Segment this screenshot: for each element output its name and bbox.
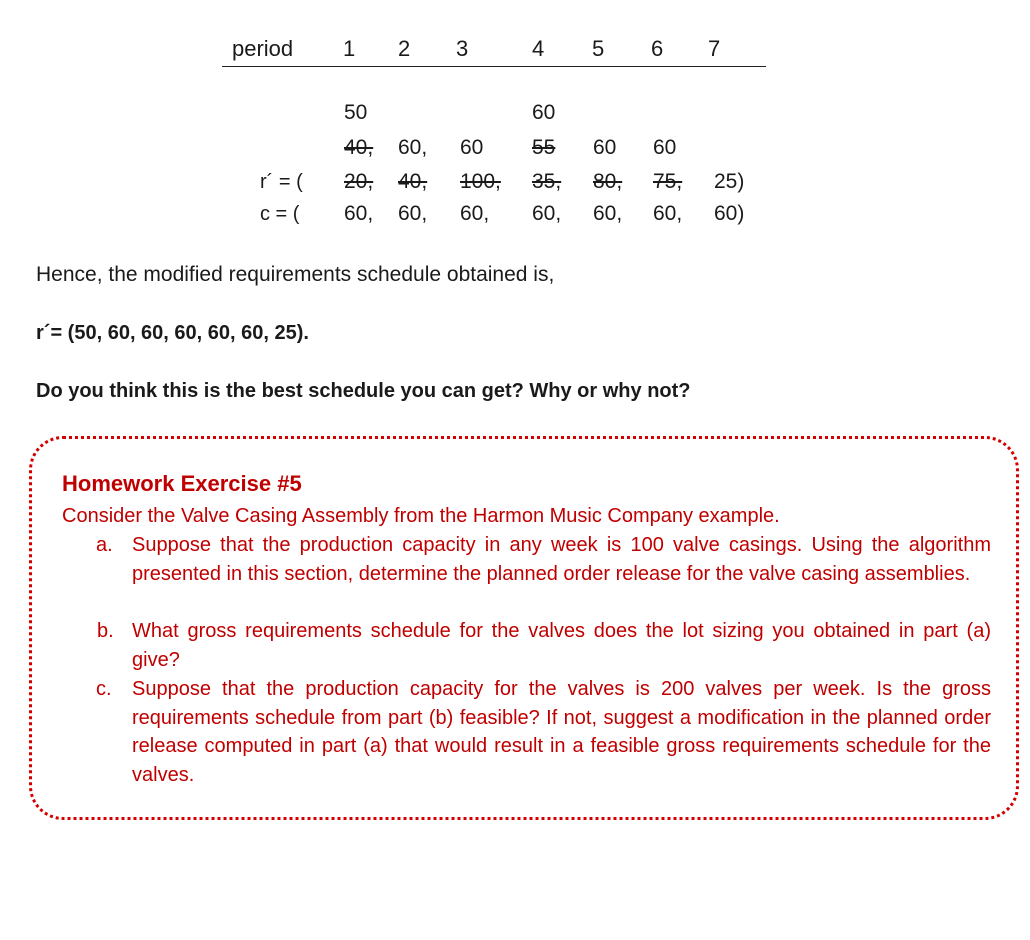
c-value-2: 60, (398, 202, 428, 225)
period-5: 5 (592, 36, 605, 61)
cell-row2-p4: 55 (532, 136, 556, 159)
r-value-7: 25) (714, 170, 745, 193)
item-marker: a. (96, 534, 113, 556)
period-2: 2 (398, 36, 411, 61)
cell-row2-p1 (344, 136, 373, 160)
item-text: Suppose that the production capacity for the valves is 200 valves per week. Is the gross requirements schedule from part (b) feasible? If not, suggest a modification in the planned order release computed in part (a) that would result in a feasible gross requirements schedule for the valves. (132, 678, 991, 786)
c-value-6: 60, (653, 202, 683, 225)
cell-row2-p2: 60, (398, 136, 428, 159)
cell-row2-p3: 60 (460, 136, 484, 159)
c-value-4: 60, (532, 202, 562, 225)
period-4: 4 (532, 36, 545, 61)
r-value-3: 100, (460, 170, 501, 193)
homework-item-c (96, 675, 991, 789)
r-value-6: 75, (653, 170, 683, 193)
cell-row2-p5: 60 (593, 136, 617, 159)
homework-title: Homework Exercise #5 (62, 471, 302, 496)
homework-item-b (96, 617, 991, 674)
period-label: period (232, 36, 294, 61)
item-marker: c. (96, 678, 112, 700)
period-1: 1 (343, 36, 356, 61)
homework-item-a (96, 531, 991, 588)
period-7: 7 (708, 36, 721, 61)
r-result-text: r´= (50, 60, 60, 60, 60, 60, 25). (36, 322, 309, 344)
c-label: c = ( (260, 203, 300, 225)
r-value-2: 40, (398, 170, 428, 193)
cell-row2-p1-num: 40, (344, 136, 374, 159)
item-text: What gross requirements schedule for the valves does the lot sizing you obtained in part (a) give? (132, 620, 991, 671)
cell-row2-p6: 60 (653, 136, 677, 159)
item-marker: b. (97, 620, 114, 642)
period-3: 3 (456, 36, 469, 61)
period-6: 6 (651, 36, 664, 61)
c-value-5: 60, (593, 202, 623, 225)
c-value-1: 60, (344, 202, 374, 225)
r-value-4: 35, (532, 170, 562, 193)
question-text: Do you think this is the best schedule you can get? Why or why not? (36, 380, 691, 402)
hence-text: Hence, the modified requirements schedule obtained is, (36, 263, 555, 286)
cell-row1-p1: 50 (344, 101, 368, 124)
r-value-5: 80, (593, 170, 623, 193)
header-rule (222, 66, 766, 67)
item-text: Suppose that the production capacity in any week is 100 valve casings. Using the algorithm presented in this section, determine the planned order release for the valve casing assemblies. (132, 534, 991, 585)
homework-intro: Consider the Valve Casing Assembly from the Harmon Music Company example. (62, 505, 780, 527)
r-prime-label: r´ = ( (260, 171, 303, 193)
c-value-3: 60, (460, 202, 490, 225)
cell-row1-p4: 60 (532, 101, 556, 124)
c-value-7: 60) (714, 202, 745, 225)
r-value-1: 20, (344, 170, 374, 193)
